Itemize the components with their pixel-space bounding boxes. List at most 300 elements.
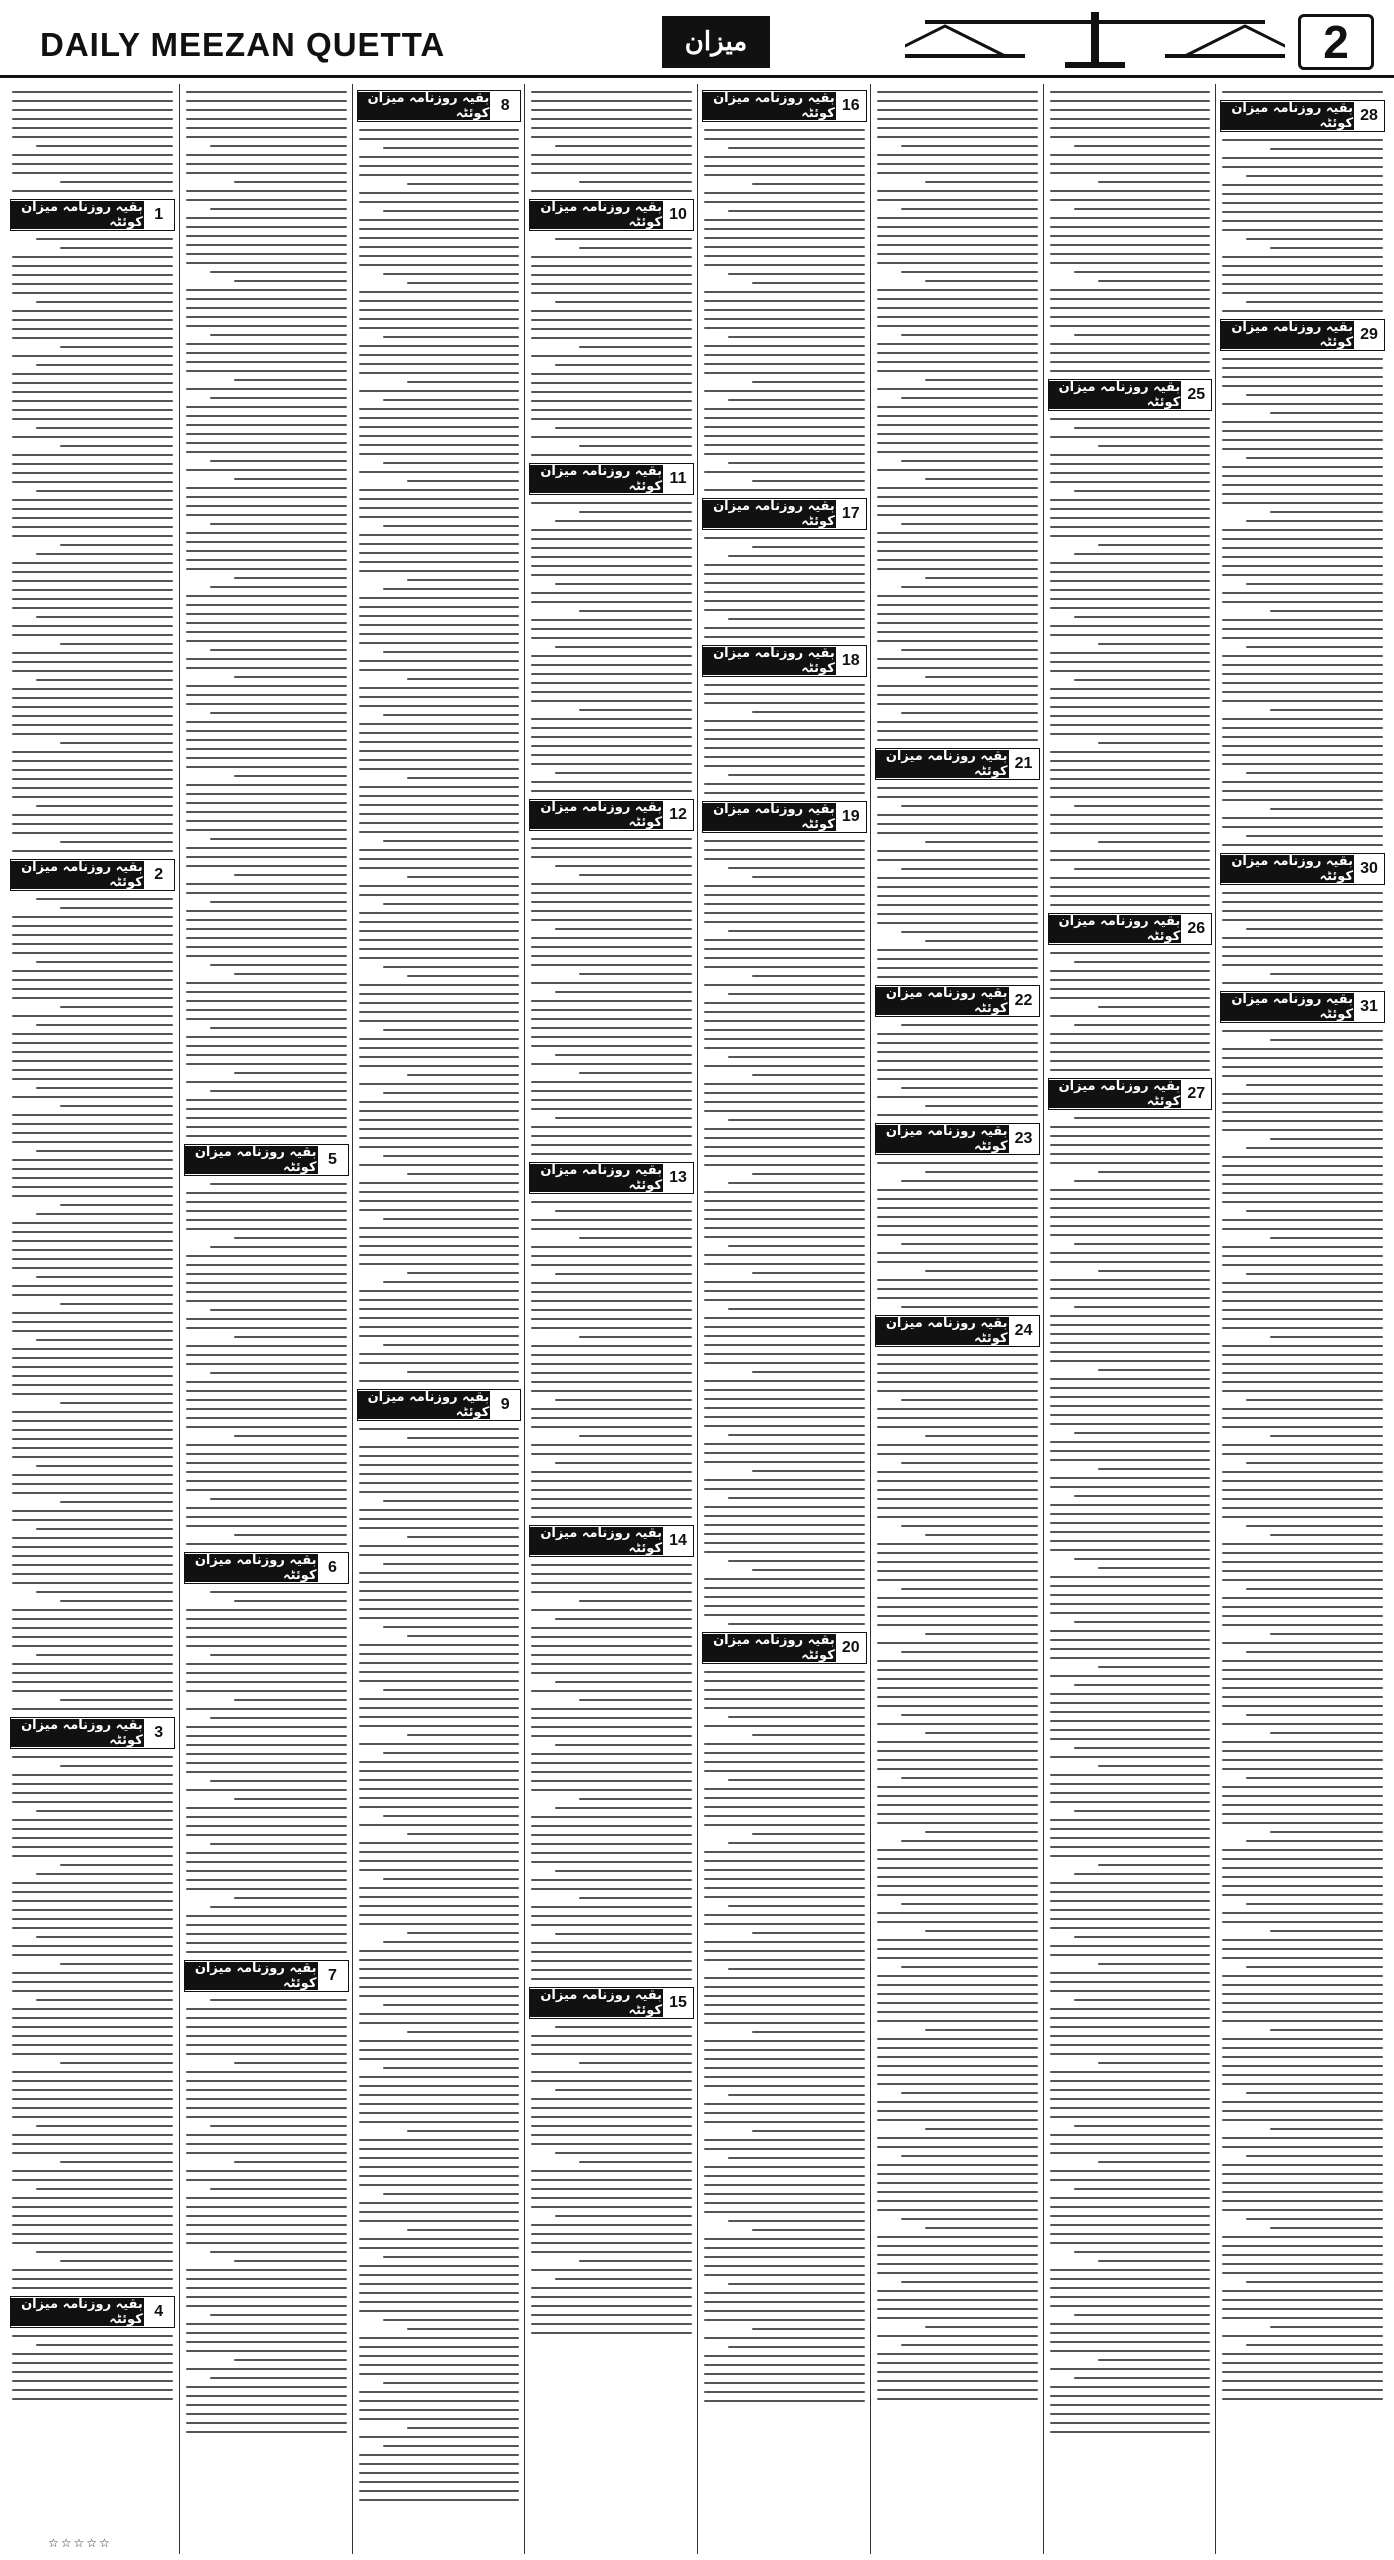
text-line (877, 2110, 1038, 2112)
text-line (1050, 1069, 1211, 1071)
text-line (877, 1261, 1038, 1263)
text-line (12, 436, 173, 438)
article-text (12, 898, 173, 1710)
text-line (186, 1627, 347, 1629)
text-line (877, 850, 1038, 852)
text-line (12, 328, 173, 330)
text-line (704, 537, 865, 539)
text-line (901, 805, 1038, 807)
text-line (877, 796, 1038, 798)
text-line (12, 1015, 173, 1017)
text-line (901, 1840, 1038, 1842)
text-line (1246, 772, 1383, 774)
text-line (555, 1744, 692, 1746)
text-line (60, 2260, 173, 2262)
text-line (1270, 2029, 1383, 2031)
text-line (1246, 2218, 1383, 2220)
text-line (186, 1888, 347, 1890)
text-line (752, 1074, 865, 1076)
story-label: بقیہ روزنامہ میزان کوئٹہ (876, 1125, 1008, 1153)
text-line (579, 181, 692, 183)
text-line (531, 718, 692, 720)
text-line (704, 1524, 865, 1526)
text-line (1050, 1288, 1211, 1290)
text-line (359, 1254, 520, 1256)
text-line (1270, 148, 1383, 150)
text-line (704, 1227, 865, 1229)
text-line (877, 1885, 1038, 1887)
story-continuation-header (875, 1315, 1040, 1347)
text-line (359, 201, 520, 203)
text-line (531, 2134, 692, 2136)
text-line (12, 2098, 173, 2100)
text-line (1222, 1912, 1383, 1914)
text-line (877, 2272, 1038, 2274)
text-line (1050, 952, 1211, 954)
text-line (531, 1282, 692, 1284)
text-line (186, 604, 347, 606)
text-line (186, 2350, 347, 2352)
text-line (704, 201, 865, 203)
text-line (359, 2211, 520, 2213)
text-line (728, 1245, 865, 1247)
text-line (210, 1372, 347, 1374)
text-line (531, 1345, 692, 1347)
text-line (579, 1072, 692, 1074)
text-line (1222, 2038, 1383, 2040)
text-line (186, 613, 347, 615)
text-line (359, 1056, 520, 1058)
text-line (1050, 2107, 1211, 2109)
text-line (383, 966, 520, 968)
text-line (1050, 1909, 1211, 1911)
text-line (359, 489, 520, 491)
text-line (1222, 2308, 1383, 2310)
text-line (901, 2344, 1038, 2346)
text-line (877, 1669, 1038, 1671)
text-line (728, 462, 865, 464)
text-line (186, 991, 347, 993)
text-line (1050, 517, 1211, 519)
text-line (12, 688, 173, 690)
text-line (1222, 601, 1383, 603)
article-text (12, 91, 173, 192)
text-line (12, 2143, 173, 2145)
story-label: بقیہ روزنامہ میزان کوئٹہ (11, 1719, 143, 1747)
text-line (12, 1972, 173, 1974)
article-text (359, 129, 520, 1382)
text-line (359, 2022, 520, 2024)
masthead (0, 0, 1394, 78)
text-line (901, 1462, 1038, 1464)
text-line (1222, 682, 1383, 684)
text-line (901, 1588, 1038, 1590)
text-line (60, 1501, 173, 1503)
text-line (60, 544, 173, 546)
text-line (877, 2047, 1038, 2049)
text-line (186, 766, 347, 768)
text-line (359, 2013, 520, 2015)
text-line (1074, 553, 1211, 555)
text-line (60, 643, 173, 645)
text-line (359, 1680, 520, 1682)
text-line (704, 2103, 865, 2105)
text-line (531, 1027, 692, 1029)
text-line (186, 1942, 347, 1944)
text-line (359, 2364, 520, 2366)
text-line (877, 1759, 1038, 1761)
text-line (210, 1906, 347, 1908)
text-line (1222, 439, 1383, 441)
text-line (752, 282, 865, 284)
text-line (728, 399, 865, 401)
text-line (359, 129, 520, 131)
text-line (1074, 427, 1211, 429)
text-line (704, 345, 865, 347)
text-line (1050, 1729, 1211, 1731)
text-line (12, 1792, 173, 1794)
text-line (752, 381, 865, 383)
text-line (877, 1561, 1038, 1563)
text-line (728, 867, 865, 869)
text-line (359, 2499, 520, 2501)
text-line (531, 838, 692, 840)
text-line (877, 1984, 1038, 1986)
text-line (531, 1627, 692, 1629)
text-line (877, 1354, 1038, 1356)
text-line (1246, 1210, 1383, 1212)
text-line (186, 2107, 347, 2109)
text-line (877, 904, 1038, 906)
text-line (12, 1909, 173, 1911)
text-line (1050, 2224, 1211, 2226)
text-line (359, 1644, 520, 1646)
text-line (704, 228, 865, 230)
text-line (704, 2166, 865, 2168)
text-line (531, 1960, 692, 1962)
text-line (704, 1011, 865, 1013)
text-line (359, 228, 520, 230)
text-line (877, 967, 1038, 969)
text-line (60, 1600, 173, 1602)
text-line (359, 696, 520, 698)
text-line (1222, 139, 1383, 141)
text-line (12, 1756, 173, 1758)
text-line (234, 181, 347, 183)
story-label: بقیہ روزنامہ میزان کوئٹہ (530, 1164, 662, 1192)
text-line (1050, 970, 1211, 972)
text-line (186, 1081, 347, 1083)
text-line (555, 238, 692, 240)
text-line (877, 2173, 1038, 2175)
text-line (359, 2346, 520, 2348)
text-line (1222, 376, 1383, 378)
story-number: 20 (835, 1634, 866, 1662)
text-line (186, 109, 347, 111)
text-line (704, 564, 865, 566)
text-line (901, 1306, 1038, 1308)
text-line (877, 1795, 1038, 1797)
text-line (407, 282, 520, 284)
text-line (704, 2067, 865, 2069)
text-line (186, 244, 347, 246)
text-line (704, 192, 865, 194)
text-line (1098, 2359, 1211, 2361)
text-line (901, 1651, 1038, 1653)
text-line (704, 2085, 865, 2087)
text-line (877, 886, 1038, 888)
text-line (877, 1624, 1038, 1626)
text-line (1222, 547, 1383, 549)
text-line (1222, 619, 1383, 621)
text-line (12, 1918, 173, 1920)
text-line (704, 2292, 865, 2294)
text-line (12, 1231, 173, 1233)
text-line (704, 1164, 865, 1166)
story-label: بقیہ روزنامہ میزان کوئٹہ (530, 465, 662, 493)
text-line (186, 1345, 347, 1347)
text-line (359, 1200, 520, 1202)
text-line (531, 1228, 692, 1230)
text-line (531, 664, 692, 666)
story-label: بقیہ روزنامہ میزان کوئٹہ (1221, 993, 1353, 1021)
text-line (1222, 2290, 1383, 2292)
text-line (186, 2170, 347, 2172)
text-line (1222, 2209, 1383, 2211)
text-line (1050, 2242, 1211, 2244)
text-line (877, 2380, 1038, 2382)
text-line (704, 1986, 865, 1988)
text-line (234, 2062, 347, 2064)
text-line (877, 559, 1038, 561)
text-line (531, 418, 692, 420)
text-line (1074, 1243, 1211, 1245)
article-text (531, 238, 692, 456)
text-line (1050, 1378, 1211, 1380)
text-line (186, 2026, 347, 2028)
text-line (1050, 1639, 1211, 1641)
text-line (359, 2166, 520, 2168)
text-line (728, 1434, 865, 1436)
text-line (877, 541, 1038, 543)
text-line (1222, 1696, 1383, 1698)
text-line (1222, 283, 1383, 285)
text-line (383, 1752, 520, 1754)
text-line (1222, 1363, 1383, 1365)
text-line (1074, 208, 1211, 210)
text-line (407, 876, 520, 878)
text-line (877, 2020, 1038, 2022)
text-line (555, 646, 692, 648)
text-line (359, 1707, 520, 1709)
text-line (877, 1453, 1038, 1455)
text-line (704, 174, 865, 176)
text-line (531, 1363, 692, 1365)
text-line (531, 283, 692, 285)
text-line (1050, 1891, 1211, 1893)
text-line (704, 1824, 865, 1826)
text-line (234, 1699, 347, 1701)
text-line (1222, 1471, 1383, 1473)
text-line (1222, 1228, 1383, 1230)
text-line (12, 1510, 173, 1512)
text-line (12, 535, 173, 537)
text-line (704, 2121, 865, 2123)
text-line (1222, 727, 1383, 729)
text-line (531, 745, 692, 747)
text-line (12, 1474, 173, 1476)
text-line (1222, 484, 1383, 486)
text-line (1246, 1651, 1383, 1653)
text-line (1050, 2305, 1211, 2307)
text-line (359, 633, 520, 635)
text-line (1050, 1315, 1211, 1317)
text-line (877, 451, 1038, 453)
text-line (877, 1363, 1038, 1365)
text-line (1270, 1039, 1383, 1041)
text-line (210, 397, 347, 399)
text-line (1222, 2362, 1383, 2364)
text-line (186, 361, 347, 363)
text-line (12, 373, 173, 375)
text-line (359, 1995, 520, 1997)
text-line (704, 1443, 865, 1445)
text-line (531, 1063, 692, 1065)
text-line (12, 1375, 173, 1377)
text-line (383, 1563, 520, 1565)
text-line (383, 273, 520, 275)
story-number: 14 (662, 1527, 693, 1555)
text-line (531, 400, 692, 402)
text-line (704, 2013, 865, 2015)
text-line (1222, 1183, 1383, 1185)
text-line (186, 1210, 347, 1212)
text-line (210, 1090, 347, 1092)
text-line (1222, 1678, 1383, 1680)
text-line (704, 453, 865, 455)
text-line (704, 1362, 865, 1364)
text-line (383, 336, 520, 338)
text-line (186, 1273, 347, 1275)
text-line (531, 1453, 692, 1455)
article-text (1050, 418, 1211, 906)
text-line (12, 670, 173, 672)
text-line (234, 2161, 347, 2163)
text-line (186, 1690, 347, 1692)
text-line (1050, 1234, 1211, 1236)
text-line (877, 1060, 1038, 1062)
text-line (1222, 292, 1383, 294)
text-line (531, 127, 692, 129)
text-line (186, 1735, 347, 1737)
text-line (1050, 1216, 1211, 1218)
text-line (1246, 1588, 1383, 1590)
text-line (728, 1716, 865, 1718)
text-line (1222, 1201, 1383, 1203)
text-line (186, 1807, 347, 1809)
text-line (1270, 1633, 1383, 1635)
text-line (531, 1408, 692, 1410)
text-line (728, 1842, 865, 1844)
text-line (877, 433, 1038, 435)
text-line (752, 2130, 865, 2132)
text-line (1222, 1390, 1383, 1392)
text-line (359, 813, 520, 815)
text-line (901, 145, 1038, 147)
text-line (186, 2431, 347, 2433)
text-line (1050, 1405, 1211, 1407)
text-line (901, 1180, 1038, 1182)
story-continuation-header (529, 799, 694, 831)
text-line (877, 1114, 1038, 1116)
text-line (359, 1380, 520, 1382)
text-line (531, 2332, 692, 2334)
text-line (1050, 463, 1211, 465)
text-line (359, 507, 520, 509)
text-line (359, 1797, 520, 1799)
column-1 (1215, 84, 1389, 2554)
text-line (12, 463, 173, 465)
text-line (704, 1761, 865, 1763)
text-line (704, 1869, 865, 1871)
text-line (579, 247, 692, 249)
text-line (186, 1036, 347, 1038)
text-line (704, 984, 865, 986)
text-line (877, 1606, 1038, 1608)
text-line (359, 930, 520, 932)
text-line (901, 397, 1038, 399)
text-line (1050, 2332, 1211, 2334)
text-line (704, 363, 865, 365)
text-line (186, 1915, 347, 1917)
text-line (531, 592, 692, 594)
text-line (359, 174, 520, 176)
text-line (1050, 190, 1211, 192)
text-line (704, 1914, 865, 1916)
text-line (704, 1218, 865, 1220)
text-line (704, 738, 865, 740)
text-line (1050, 1711, 1211, 1713)
text-line (531, 1915, 692, 1917)
text-line (359, 1923, 520, 1925)
text-line (877, 949, 1038, 951)
text-line (12, 850, 173, 852)
text-line (1050, 172, 1211, 174)
text-line (359, 2436, 520, 2438)
text-line (752, 1932, 865, 1934)
text-line (531, 1219, 692, 1221)
text-line (704, 2238, 865, 2240)
text-line (186, 1543, 347, 1545)
text-line (359, 165, 520, 167)
text-line (186, 640, 347, 642)
text-line (12, 2152, 173, 2154)
text-line (12, 1690, 173, 1692)
text-line (12, 109, 173, 111)
text-line (531, 847, 692, 849)
text-line (1074, 1117, 1211, 1119)
text-line (1074, 1306, 1211, 1308)
text-line (186, 487, 347, 489)
text-line (531, 2170, 692, 2172)
text-line (704, 1146, 865, 1148)
text-line (531, 1426, 692, 1428)
text-line (531, 2080, 692, 2082)
article-text (186, 91, 347, 1137)
text-line (359, 1905, 520, 1907)
text-line (1246, 928, 1383, 930)
story-label: بقیہ روزنامہ میزان کوئٹہ (11, 2298, 143, 2326)
